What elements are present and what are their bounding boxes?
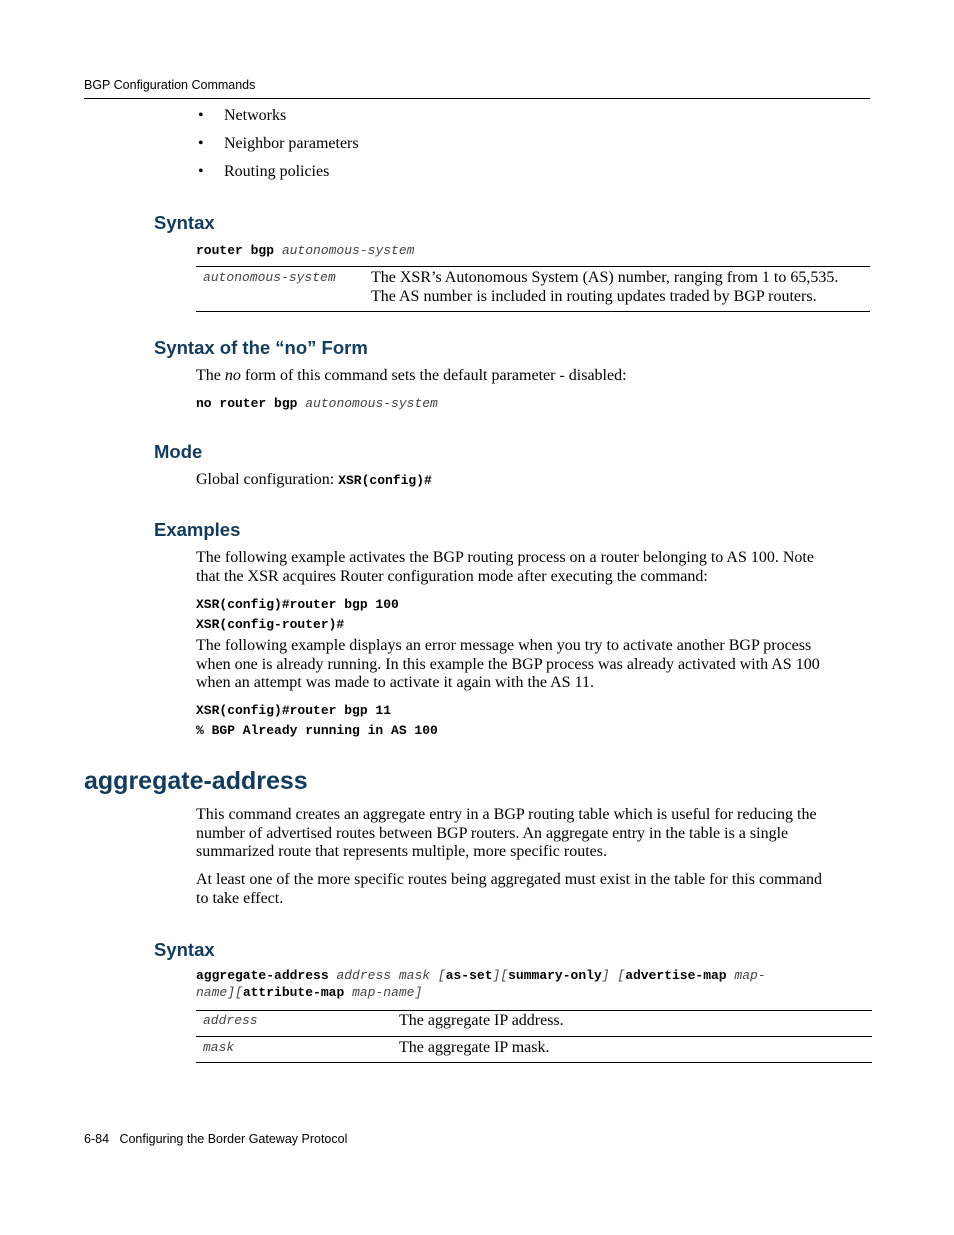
param-name: autonomous-system [203, 270, 336, 285]
mode-description: Global configuration: XSR(config)# [196, 471, 432, 488]
list-item: • Neighbor parameters [198, 135, 359, 152]
param-name: address [203, 1013, 258, 1028]
list-item: • Networks [198, 107, 287, 124]
param-description: The aggregate IP mask. [399, 1039, 550, 1056]
section-heading-no-form: Syntax of the “no” Form [154, 337, 368, 358]
table-rule [196, 1036, 872, 1037]
syntax-command: aggregate-address address mask [as-set][summary-only] [advertise-map map- name][attribute-map map-name] [196, 968, 766, 1000]
example-paragraph: The following example displays an error message when you try to activate another BGP process when one is already running. In this example the BGP process was already activated with AS 100 when an attempt was made to activate it again with the AS 11. [196, 637, 820, 692]
example-code: XSR(config)#router bgp 11 % BGP Already running in AS 100 [196, 703, 438, 738]
table-rule [196, 311, 870, 312]
header-rule [84, 98, 870, 99]
param-description: The aggregate IP address. [399, 1012, 564, 1029]
table-rule [196, 266, 870, 267]
example-paragraph: The following example activates the BGP routing process on a router belonging to AS 100. Note that the XSR acquires Router configuration mode after executing the command: [196, 549, 814, 585]
example-code: XSR(config)#router bgp 100 XSR(config-router)# [196, 597, 399, 632]
param-name: mask [203, 1040, 235, 1055]
running-header: BGP Configuration Commands [84, 78, 256, 92]
section-heading-syntax: Syntax [154, 939, 215, 960]
param-description: The XSR’s Autonomous System (AS) number, ranging from 1 to 65,535. The AS number is included in routing updates traded by BGP routers. [371, 269, 839, 305]
command-description: At least one of the more specific routes being aggregated must exist in the table for this command to take effect. [196, 871, 823, 907]
page-footer: 6-84 Configuring the Border Gateway Protocol [84, 1132, 348, 1146]
section-heading-examples: Examples [154, 519, 241, 540]
list-item: • Routing policies [198, 163, 330, 180]
syntax-command: router bgp autonomous-system [196, 243, 415, 258]
no-form-command: no router bgp autonomous-system [196, 396, 438, 411]
no-form-description: The no form of this command sets the default parameter - disabled: [196, 367, 627, 384]
table-rule [196, 1062, 872, 1063]
section-heading-mode: Mode [154, 441, 203, 462]
section-heading-syntax: Syntax [154, 212, 215, 233]
command-description: This command creates an aggregate entry in a BGP routing table which is useful for reducing the number of advertised routes between BGP routers. An aggregate entry in the table is a single summarized route that represents multiple, more specific routes. [196, 806, 817, 861]
table-rule [196, 1010, 872, 1011]
command-title: aggregate-address [84, 767, 308, 795]
